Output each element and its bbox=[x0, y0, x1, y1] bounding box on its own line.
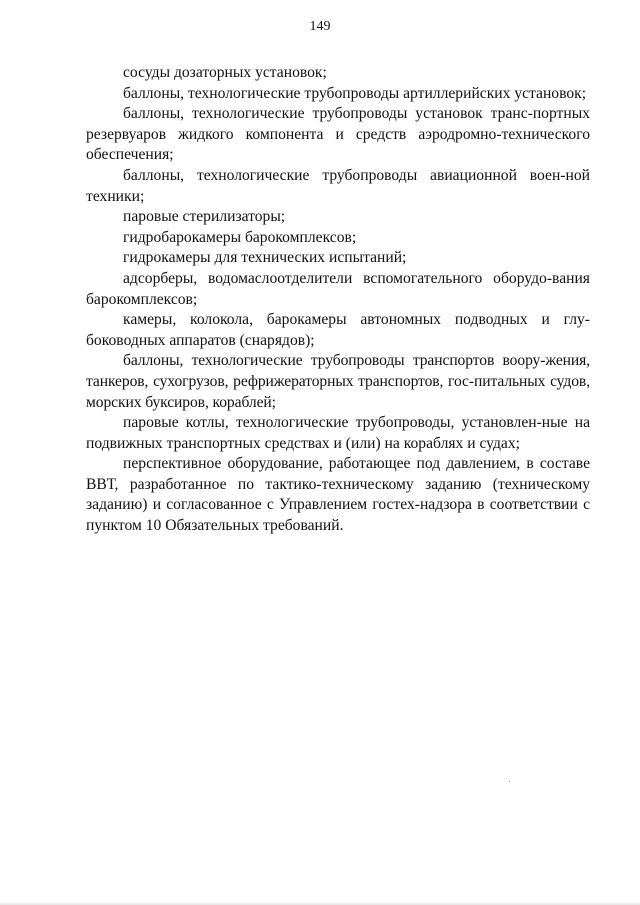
list-item-hydrochambers: гидрокамеры для технических испытаний; bbox=[123, 249, 407, 267]
list-item-aviation-cylinders: баллоны, технологические трубопроводы авиационной воен-ной техники; bbox=[86, 166, 590, 205]
scan-speck bbox=[509, 781, 510, 782]
list-item-steam-sterilizers: паровые стерилизаторы; bbox=[123, 208, 286, 226]
list-item-dosing-vessels: сосуды дозаторных установок; bbox=[123, 64, 327, 81]
list-item-hydro-barochambers: гидробарокамеры барокомплексов; bbox=[123, 228, 357, 246]
list-item-artillery-cylinders: баллоны, технологические трубопроводы артиллерийских установок; bbox=[123, 84, 587, 102]
list-item-adsorbers: адсорберы, водомаслоотделители вспомогательного оборудо-вания барокомплексов; bbox=[86, 269, 590, 308]
list-item-underwater-chambers: камеры, колокола, барокамеры автономных подводных и глу-боководных аппаратов (снарядов); bbox=[86, 311, 590, 349]
list-item-prospective-equipment: перспективное оборудование, работающее под давлением, в составе ВВТ, разработанное по тактико-техническому заданию (техническому заданию) и согласованное с Управлением гостех-надзора в соответствии с пунктом 10 Обязательных требований. bbox=[86, 455, 590, 535]
page-number: 149 bbox=[309, 19, 331, 34]
page-body bbox=[86, 63, 590, 537]
list-item-steam-boilers: паровые котлы, технологические трубопроводы, установлен-ные на подвижных транспортных средствах и (или) на кораблях и судах; bbox=[86, 414, 590, 452]
list-item-ship-cylinders: баллоны, технологические трубопроводы транспортов воору-жения, танкеров, сухогрузов, рефрижераторных транспортов, гос-питальных судов, морских буксиров, кораблей; bbox=[86, 352, 590, 411]
list-item-transport-tank-cylinders: баллоны, технологические трубопроводы установок транс-портных резервуаров жидкого компонента и средств аэродромно-технического обеспечения; bbox=[86, 105, 590, 164]
